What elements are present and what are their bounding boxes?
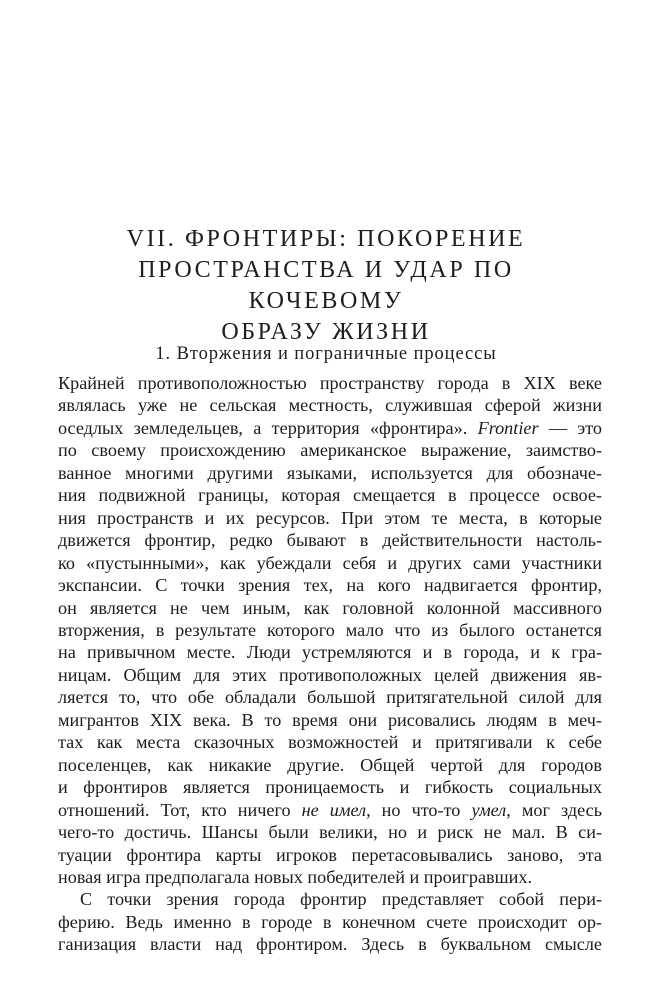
- text-line: ганизация власти над фронтиром. Здесь в буквальном смысле: [58, 934, 602, 955]
- text-line: на привычном месте. Люди устремляются и в города, и к гра-: [58, 642, 602, 663]
- chapter-title-line: ОБРАЗУ ЖИЗНИ: [221, 319, 431, 345]
- text-line: ферию. Ведь именно в городе в конечном счете происходит ор-: [58, 911, 602, 932]
- text-line: ния пространств и их ресурсов. При этом те места, в которые: [58, 507, 602, 528]
- section-title: 1. Вторжения и пограничные процессы: [155, 344, 497, 364]
- text-line: ния подвижной границы, которая смещается в процессе освое-: [58, 485, 602, 506]
- text-line: туации фронтира карты игроков перетасовывались заново, эта: [58, 844, 602, 865]
- text-line: движется фронтир, редко бывают в действительности настоль-: [58, 530, 602, 551]
- italic-term: Frontier: [477, 417, 539, 438]
- text-line: ницам. Общим для этих противоположных целей движения яв-: [58, 664, 602, 685]
- text-line: являлась уже не сельская местность, служившая сферой жизни: [58, 395, 602, 416]
- text-fragment: отношений. Тот, кто ничего: [58, 799, 302, 820]
- text-line: и фронтиров является проницаемость и гибкость социальных: [58, 777, 602, 798]
- text-line: тах как места сказочных возможностей и притягивали к себе: [58, 732, 602, 753]
- text-line: ванное многими другими языками, используется для обозначе-: [58, 462, 602, 483]
- text-fragment: , но что-то: [366, 799, 472, 820]
- chapter-title-line: ПРОСТРАНСТВА И УДАР ПО КОЧЕВОМУ: [138, 257, 514, 314]
- text-line: Крайней противоположностью пространству города в XIX веке: [58, 373, 602, 393]
- text-line: поселенцев, как никакие другие. Общей чертой для городов: [58, 754, 602, 775]
- text-line: [58, 799, 602, 821]
- italic-word: умел: [471, 799, 507, 820]
- chapter-title: [60, 224, 592, 348]
- chapter-title-line: VII. ФРОНТИРЫ: ПОКОРЕНИЕ: [126, 226, 526, 252]
- paragraph-1: [58, 372, 602, 888]
- text-line: ко «пустынными», как убеждали себя и других сами участники: [58, 552, 602, 573]
- italic-word: не имел: [301, 799, 367, 820]
- body-text: [58, 372, 602, 956]
- text-fragment: — это: [538, 417, 602, 438]
- text-fragment: , мог здесь: [506, 799, 602, 820]
- text-line: новая игра предполагала новых победителей и проигравших.: [58, 866, 533, 887]
- text-fragment: оседлых земледельцев, а территория «фронтира».: [58, 417, 468, 438]
- text-line: вторжения, в результате которого мало что из былого останется: [58, 619, 602, 640]
- text-line: экспансии. С точки зрения тех, на кого надвигается фронтир,: [58, 575, 602, 596]
- text-line: по своему происхождению американское выражение, заимство-: [58, 440, 602, 461]
- text-line: [58, 417, 602, 439]
- text-line: С точки зрения города фронтир представляет собой пери-: [80, 889, 602, 910]
- paragraph-2: [58, 888, 602, 955]
- text-line: чего-то достичь. Шансы были велики, но и риск не мал. В си-: [58, 822, 602, 843]
- text-line: ляется то, что обе обладали большой притягательной силой для: [58, 687, 602, 708]
- text-line: мигрантов XIX века. В то время они рисовались людям в меч-: [58, 709, 602, 730]
- text-line: он является не чем иным, как головной колонной массивного: [58, 597, 602, 618]
